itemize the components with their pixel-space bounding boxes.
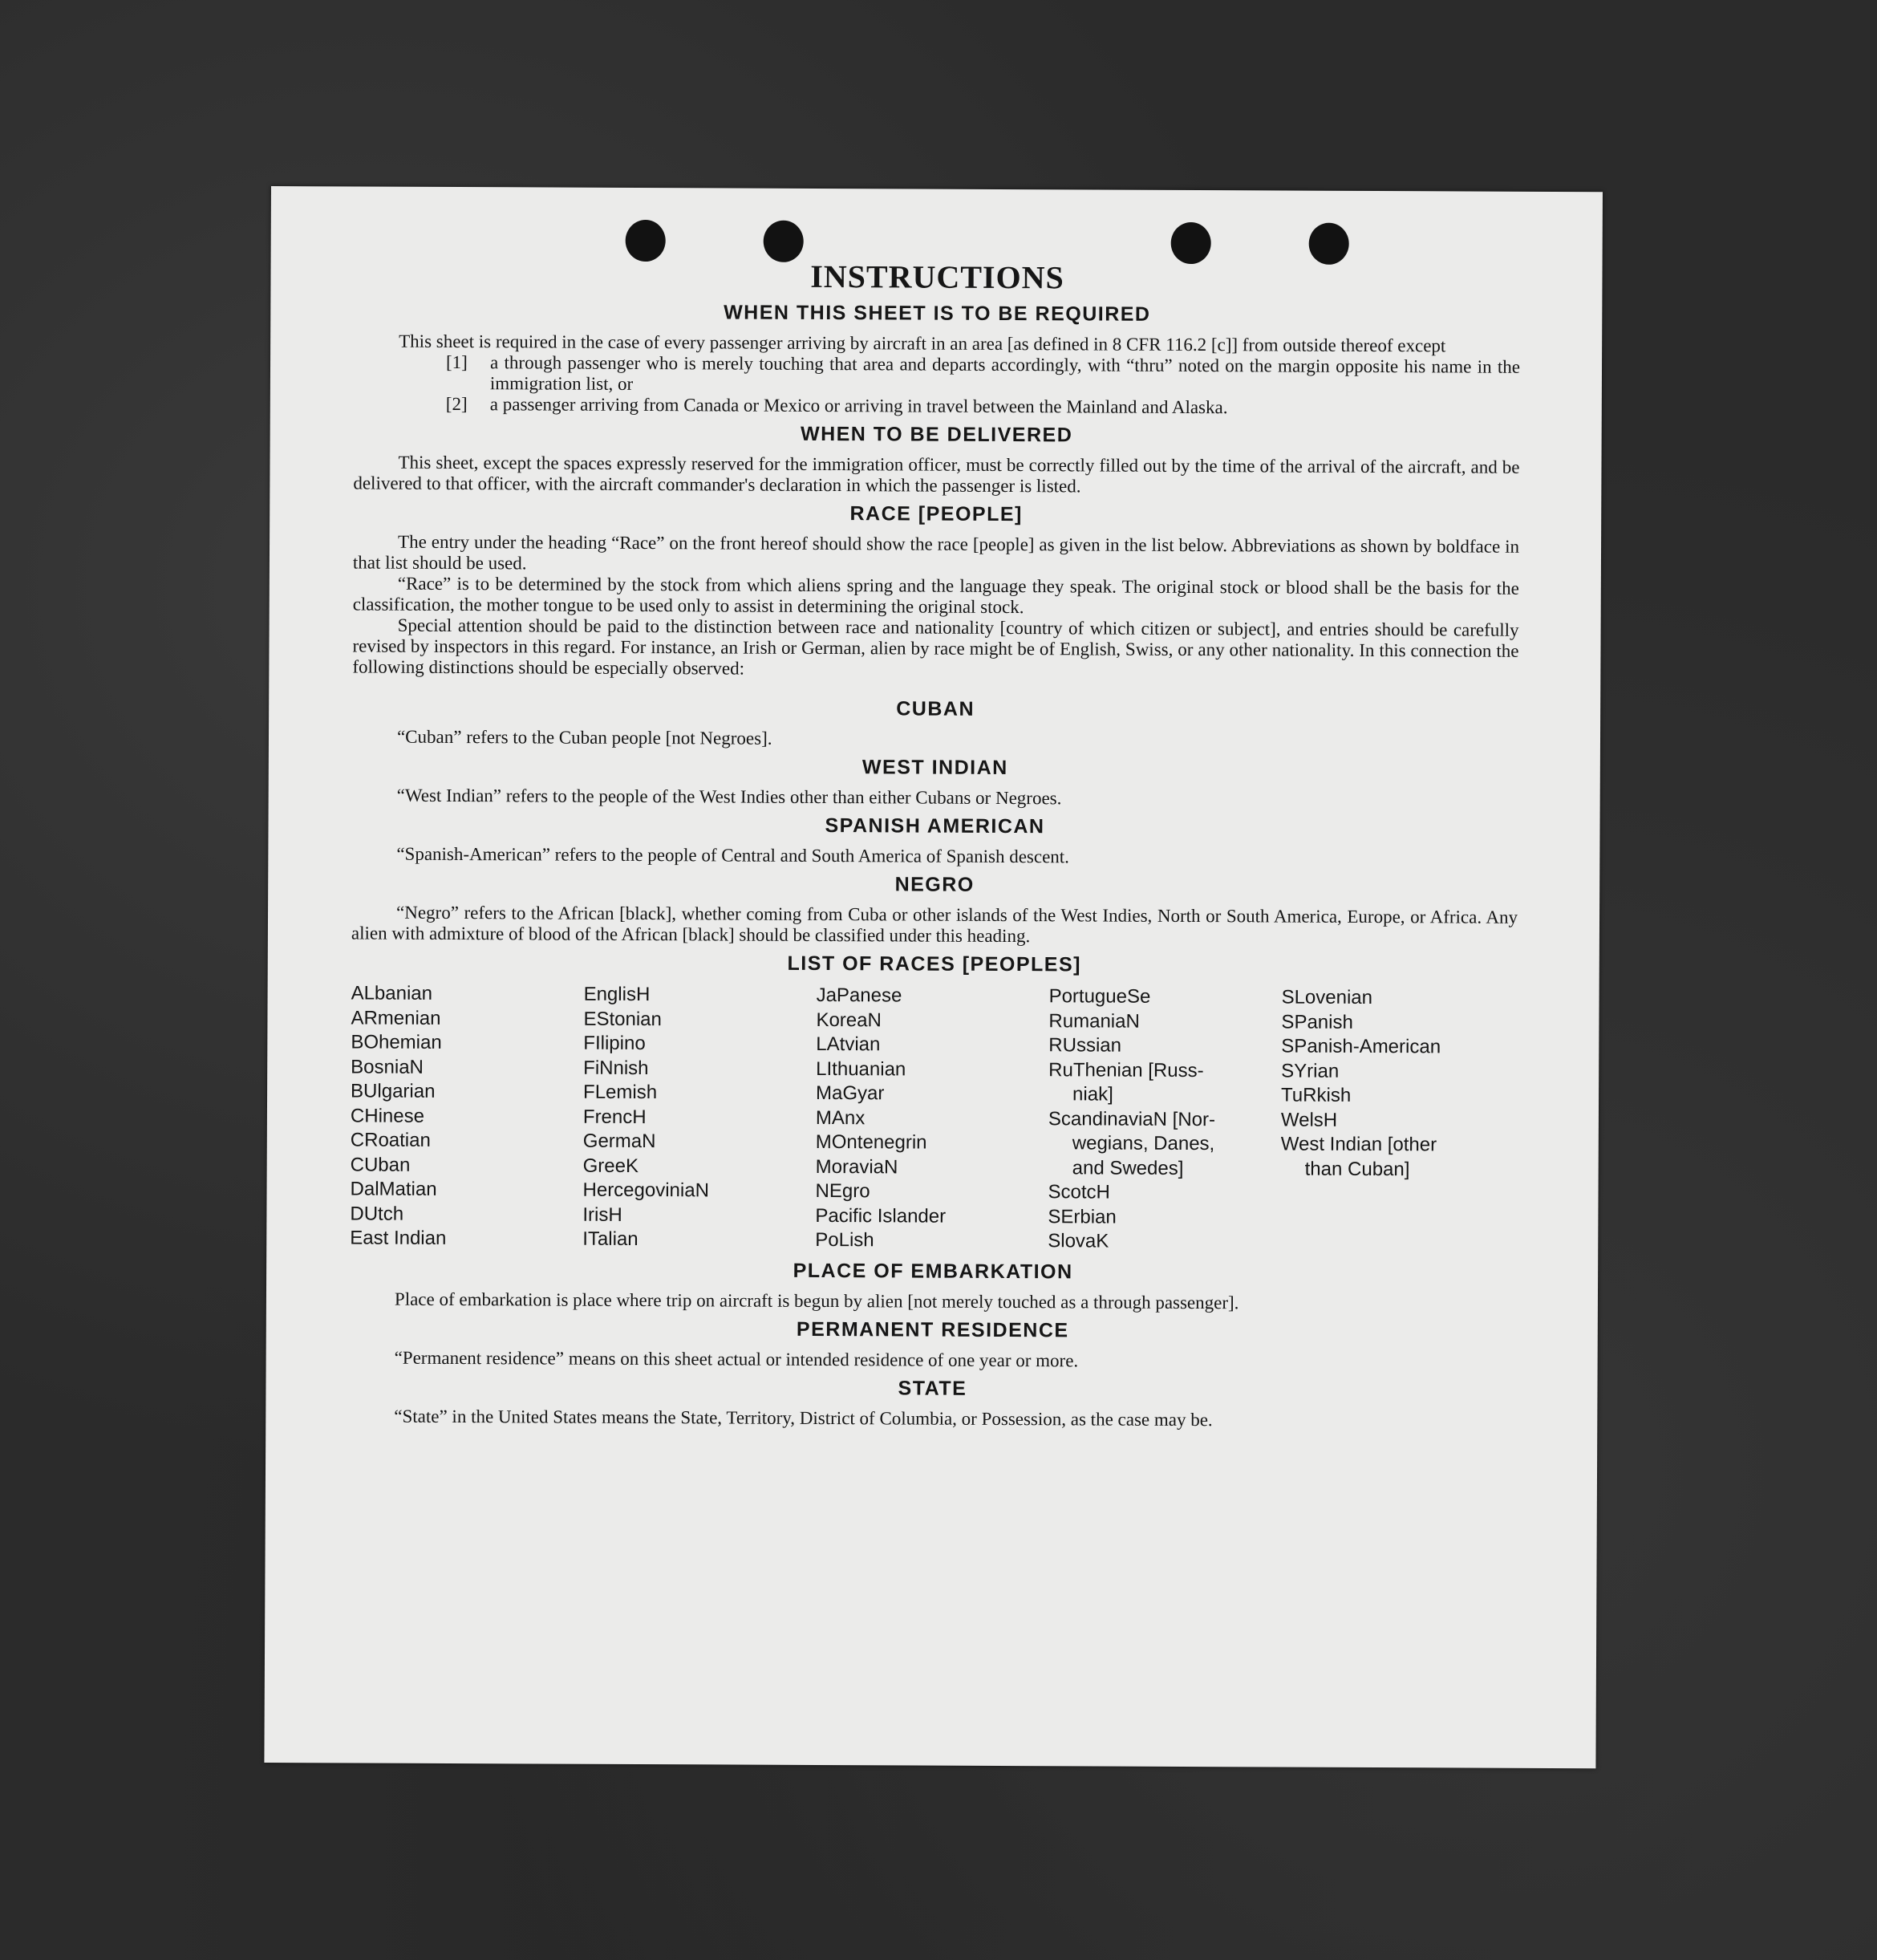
negro-text: “Negro” refers to the African [black], whether coming from Cuba or other islands of the West Indies, North or South America, Europe, or Africa. Any alien with admixture of blood of the African [black] should be classified under this heading.: [351, 902, 1518, 947]
race-entry: East Indian: [350, 1227, 447, 1249]
heading-state: STATE: [898, 1376, 967, 1400]
races-column: [1048, 984, 1281, 1255]
race-entry: SlovaK: [1048, 1230, 1109, 1252]
race-entry: EnglisH: [583, 983, 651, 1006]
race-entry: FrencH: [582, 1106, 647, 1128]
delivered-text: This sheet, except the spaces expressly reserved for the immigration officer, must be correctly filled out by the time of the arrival of the aircraft, and be delivered to that officer, with the aircraft commander's declaration in which the passenger is listed.: [353, 452, 1520, 497]
race-entry: LAtvian: [816, 1033, 881, 1056]
race-entry: CUban: [350, 1153, 411, 1176]
race-entry: SErbian: [1048, 1205, 1117, 1228]
document-body: [349, 255, 1520, 1431]
race-entry: BOhemian: [351, 1031, 442, 1053]
races-column: [815, 984, 1048, 1254]
race-entry: NEgro: [815, 1179, 870, 1203]
heading-negro: NEGRO: [894, 873, 975, 896]
punch-hole: [764, 221, 804, 262]
race-paragraph-1: The entry under the heading “Race” on the front hereof should show the race [people] as given in the list below. Abbreviations as shown by boldface in that list should be used.: [352, 531, 1520, 574]
spanish-american-text: “Spanish-American” refers to the people of Central and South America of Spanish descent.: [396, 843, 1070, 867]
punch-hole: [626, 220, 666, 262]
document-sheet: [264, 186, 1603, 1768]
races-column: [1280, 986, 1514, 1256]
race-entry: SPanish: [1281, 1011, 1353, 1033]
race-entry: FIlipino: [583, 1032, 646, 1055]
race-entry: CHinese: [350, 1104, 425, 1127]
race-entry: PoLish: [815, 1228, 874, 1252]
heading-spanish-american: SPANISH AMERICAN: [825, 814, 1045, 838]
item-number: [2]: [445, 393, 468, 415]
race-entry: ITalian: [582, 1228, 639, 1251]
race-entry: ScandinaviaN [Nor-: [1048, 1107, 1216, 1130]
race-entry: EStonian: [583, 1008, 662, 1030]
punch-hole: [1171, 222, 1211, 264]
heading-list-of-races: LIST OF RACES [PEOPLES]: [787, 952, 1082, 976]
state-text: “State” in the United States means the State, Territory, District of Columbia, or Possession, as the case may be.: [394, 1406, 1213, 1430]
race-paragraph-2: “Race” is to be determined by the stock from which aliens spring and the language they speak. The original stock or blood shall be the basis for the classification, the mother tongue to be used only to assist in determining the original stock.: [352, 573, 1519, 618]
race-entry: KoreaN: [816, 1008, 882, 1031]
race-entry: SYrian: [1281, 1060, 1340, 1082]
residence-text: “Permanent residence” means on this sheet actual or intended residence of one year or more.: [394, 1347, 1079, 1370]
race-entry: LIthuanian: [816, 1057, 906, 1080]
list-item: [446, 352, 1520, 399]
race-entry: than Cuban]: [1304, 1158, 1410, 1180]
race-entry: Pacific Islander: [815, 1204, 947, 1228]
races-column: [582, 983, 816, 1253]
race-entry: MaGyar: [816, 1081, 885, 1105]
race-entry: MOntenegrin: [815, 1130, 927, 1154]
item-number: [1]: [445, 351, 468, 373]
race-entry: SLovenian: [1281, 986, 1373, 1009]
race-entry: RuThenian [Russ-: [1048, 1058, 1204, 1081]
punch-hole: [1309, 223, 1349, 265]
race-entry: MoraviaN: [815, 1155, 898, 1178]
required-intro: This sheet is required in the case of every passenger arriving by aircraft in an area [as defined in 8 CFR 116.2 [c]] from outside thereof except: [399, 331, 1446, 356]
race-entry: RumaniaN: [1048, 1009, 1140, 1033]
heading-race: RACE [PEOPLE]: [849, 502, 1023, 526]
races-column: [350, 981, 583, 1252]
race-entry: and Swedes]: [1072, 1156, 1184, 1179]
race-entry: ARmenian: [351, 1006, 441, 1029]
race-entry: IrisH: [582, 1203, 622, 1226]
race-entry: FiNnish: [583, 1057, 649, 1079]
race-entry: MAnx: [815, 1106, 866, 1129]
race-entry: niak]: [1072, 1083, 1113, 1106]
races-table: [350, 981, 1517, 1256]
race-entry: TuRkish: [1281, 1084, 1352, 1106]
cuban-text: “Cuban” refers to the Cuban people [not Negroes].: [396, 726, 772, 749]
race-entry: GermaN: [582, 1130, 656, 1153]
race-entry: wegians, Danes,: [1072, 1132, 1215, 1155]
race-entry: BosniaN: [351, 1055, 424, 1078]
race-paragraph-3: Special attention should be paid to the distinction between race and nationality [country of which citizen or subject], and entries should be carefully revised by inspectors in this regard. For instance, an Irish or German, alien by race might be of English, Swiss, or any other nationality. In this connection the following distinctions should be especially observed:: [352, 615, 1519, 679]
race-entry: ScotcH: [1048, 1181, 1110, 1203]
race-entry: RUssian: [1048, 1034, 1122, 1057]
race-entry: DalMatian: [350, 1178, 437, 1200]
race-entry: SPanish-American: [1281, 1035, 1441, 1058]
race-entry: WelsH: [1280, 1109, 1338, 1131]
heading-when-delivered: WHEN TO BE DELIVERED: [800, 422, 1073, 447]
race-entry: FLemish: [583, 1081, 658, 1104]
race-entry: CRoatian: [350, 1129, 431, 1151]
heading-permanent-residence: PERMANENT RESIDENCE: [796, 1317, 1069, 1341]
race-entry: West Indian [other: [1280, 1133, 1437, 1156]
race-entry: HercegoviniaN: [582, 1179, 710, 1202]
heading-west-indian: WEST INDIAN: [861, 756, 1008, 780]
race-entry: DUtch: [350, 1202, 404, 1225]
heading-place-of-embarkation: PLACE OF EMBARKATION: [793, 1259, 1073, 1283]
west-indian-text: “West Indian” refers to the people of the West Indies other than either Cubans or Negroes.: [396, 785, 1062, 809]
race-entry: BUlgarian: [351, 1080, 436, 1102]
document-title: INSTRUCTIONS: [810, 258, 1064, 296]
list-item: [446, 394, 1520, 420]
race-entry: PortugueSe: [1048, 985, 1151, 1008]
heading-cuban: CUBAN: [896, 697, 975, 720]
race-entry: JaPanese: [816, 984, 902, 1007]
item-text: a passenger arriving from Canada or Mexico or arriving in travel between the Mainland and Alaska.: [489, 394, 1228, 418]
item-text: a through passenger who is merely touching that area and departs accordingly, with “thru” noted on the margin opposite his name in the immigration list, or: [489, 352, 1521, 394]
heading-when-required: WHEN THIS SHEET IS TO BE REQUIRED: [724, 301, 1151, 326]
embarkation-text: Place of embarkation is place where trip on aircraft is begun by alien [not merely touched as a through passenger].: [394, 1288, 1239, 1313]
race-entry: ALbanian: [351, 982, 433, 1004]
race-entry: GreeK: [582, 1154, 639, 1177]
